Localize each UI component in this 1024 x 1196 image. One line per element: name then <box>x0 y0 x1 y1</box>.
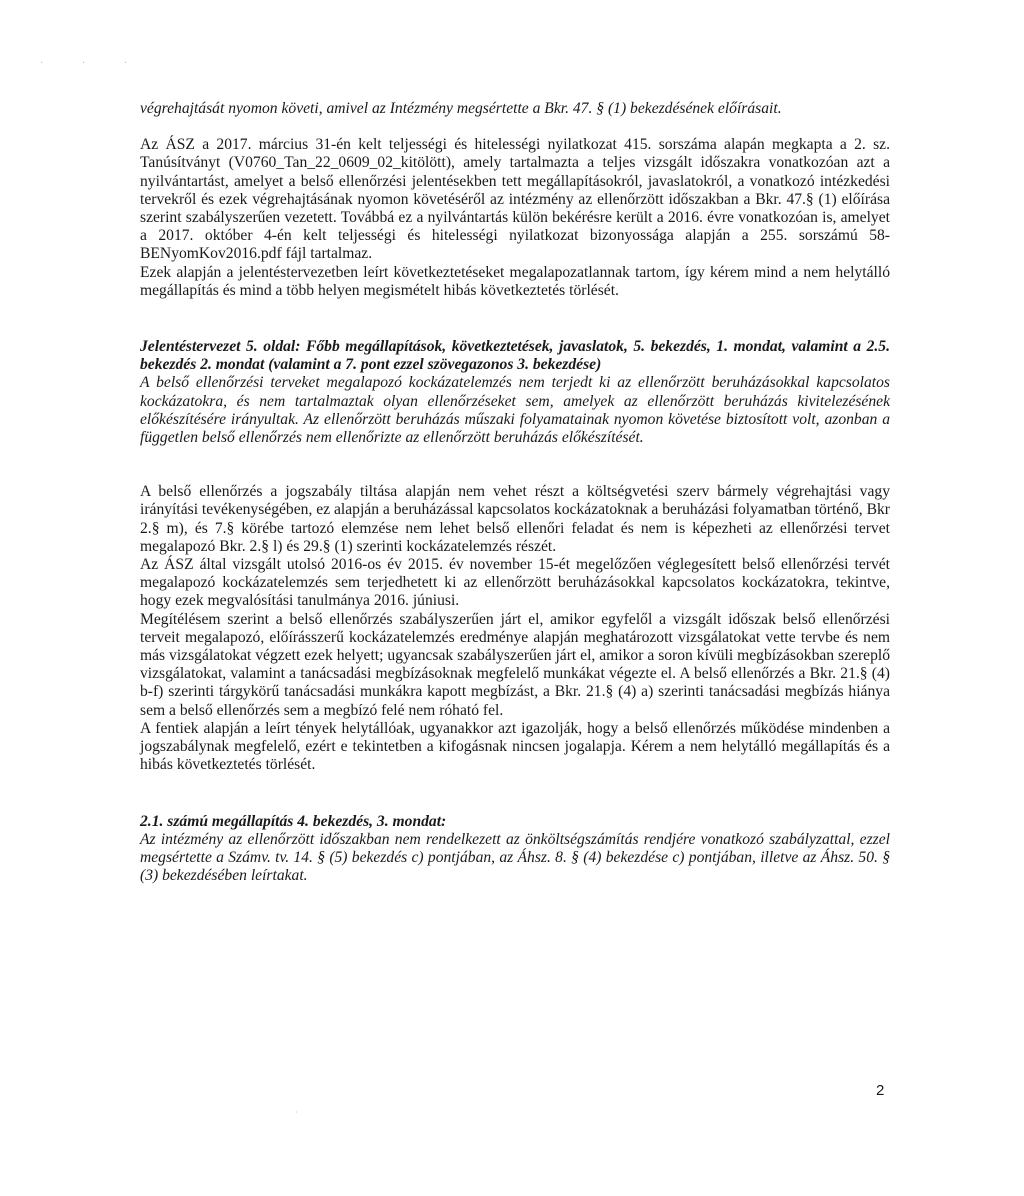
section-heading-draft-report-page5: Jelentéstervezet 5. oldal: Főbb megállapítások, következtetések, javaslatok, 5. bekezdés, 1. mondat, valamint a 2.5. bekezdés 2. mondat (valamint a 7. pont ezzel szövegazonos 3. bekezdése) <box>140 338 890 374</box>
paragraph-conclusion-request: Ezek alapján a jelentéstervezetben leírt következtetéseket megalapozatlannak tartom, így kérem mind a nem helytálló megállapítás és mind a több helyen megismételt hibás következtetés törlését. <box>140 263 890 299</box>
scan-artifact-dots: · · · <box>40 58 145 69</box>
paragraph-2016-audit-plan: Az ÁSZ által vizsgált utolsó 2016-os év 2015. év november 15-ét megelőzően véglegesített belső ellenőrzési tervét megalapozó kockázatelemzés sem terjedhetett ki az ellenőrzött beruházásokkal kapcsolatos kockázatokra, tekintve, hogy ezek megvalósítási tanulmánya 2016. júniusi. <box>140 556 890 610</box>
page-number: 2 <box>876 1082 885 1099</box>
paragraph-assessment: Megítélésem szerint a belső ellenőrzés szabályszerűen járt el, amikor egyfelől a vizsgált időszak belső ellenőrzési terveit megalapozó, előírásszerű kockázatelemzés eredménye alapján meghatározott vizsgálatokat vette tervbe és nem más vizsgálatokat végzett ezek helyett; ugyancsak szabályszerűen járt el, amikor a soron kívüli megbízásokban szereplő vizsgálatokat, valamint a tanácsadási megbízásoknak megfelelő munkákat végezte el. A belső ellenőrzés a Bkr. 21.§ (4) b-f) szerinti tárgykörű tanácsadási munkákra kapott megbízást, a Bkr. 21.§ (4) a) szerinti tanácsadási megbízás hiánya sem a belső ellenőrzés sem a megbízó felé nem róható fel. <box>140 610 890 719</box>
paragraph-summary-request: A fentiek alapján a leírt tények helytállóak, ugyanakkor azt igazolják, hogy a belső ellenőrzés működése mindenben a jogszabálynak megfelelő, ezért e tekintetben a kifogásnak nincsen jogalapja. Kérem a nem helytálló megállapítás és a hibás következtetés törlését. <box>140 719 890 774</box>
quoted-finding-risk-analysis: A belső ellenőrzési terveket megalapozó kockázatelemzés nem terjedt ki az ellenőrzött beruházásokkal kapcsolatos kockázatokra, és nem tartalmaztak olyan ellenőrzéseket sem, amelyek az ellenőrzött beruházás kivitelezésének előkészítésére irányultak. Az ellenőrzött beruházás műszaki folyamatainak nyomon követése biztosított volt, azonban a független belső ellenőrzés nem ellenőrizte az ellenőrzött beruházás előkészítését. <box>140 374 890 447</box>
paragraph-internal-audit-prohibition: A belső ellenőrzés a jogszabály tiltása alapján nem vehet részt a költségvetési szerv bármely végrehajtási vagy irányítási tevékenységében, ez alapján a beruházással kapcsolatos kockázatoknak a beruházási folyamatban történő, Bkr 2.§ m), és 7.§ körébe tartozó elemzése nem lehet belső ellenőri feladat és nem is képezheti az ellenőrzési tervet megalapozó Bkr. 2.§ l) és 29.§ (1) szerinti kockázatelemzés részét. <box>140 483 890 555</box>
paragraph-continuation: végrehajtását nyomon követi, amivel az Intézmény megsértette a Bkr. 47. § (1) bekezdésének előírásait. <box>140 100 782 117</box>
quoted-finding-cost-accounting: Az intézmény az ellenőrzött időszakban nem rendelkezett az önköltségszámítás rendjére vonatkozó szabályzattal, ezzel megsértette a Számv. tv. 14. § (5) bekezdés c) pontjában, az Áhsz. 8. § (4) bekezdése c) pontjában, illetve az Áhsz. 50. § (3) bekezdésében leírtakat. <box>140 830 890 885</box>
paragraph-asz-certificate: Az ÁSZ a 2017. március 31-én kelt teljességi és hitelességi nyilatkozat 415. sorszáma alapán megkapta a 2. sz. Tanúsítványt (V0760_Tan_22_0609_02_kitölött), amely tartalmazta a teljes vizsgált időszakra vonatkozóan azt a nyilvántartást, amelyet a belső ellenőrzési jelentésekben tett megállapításokról, javaslatokról, a vonatkozó intézkedési tervekről és ezek végrehajtásának nyomon követéséről az intézmény az ellenőrzött időszakban a Bkr. 47.§ (1) előírása szerint szabályszerűen vezetett. Továbbá ez a nyilvántartás külön bekérésre került a 2016. évre vonatkozóan is, amelyet a 2017. október 4-én kelt teljességi és hitelességi nyilatkozat bizonyossága alapján a 255. sorszámú 58-BENyomKov2016.pdf fájl tartalmaz. <box>140 136 890 263</box>
document-body <box>140 100 890 885</box>
section-heading-finding-2-1: 2.1. számú megállapítás 4. bekezdés, 3. mondat: <box>140 812 447 830</box>
scan-artifact-speck: · <box>295 1108 298 1117</box>
